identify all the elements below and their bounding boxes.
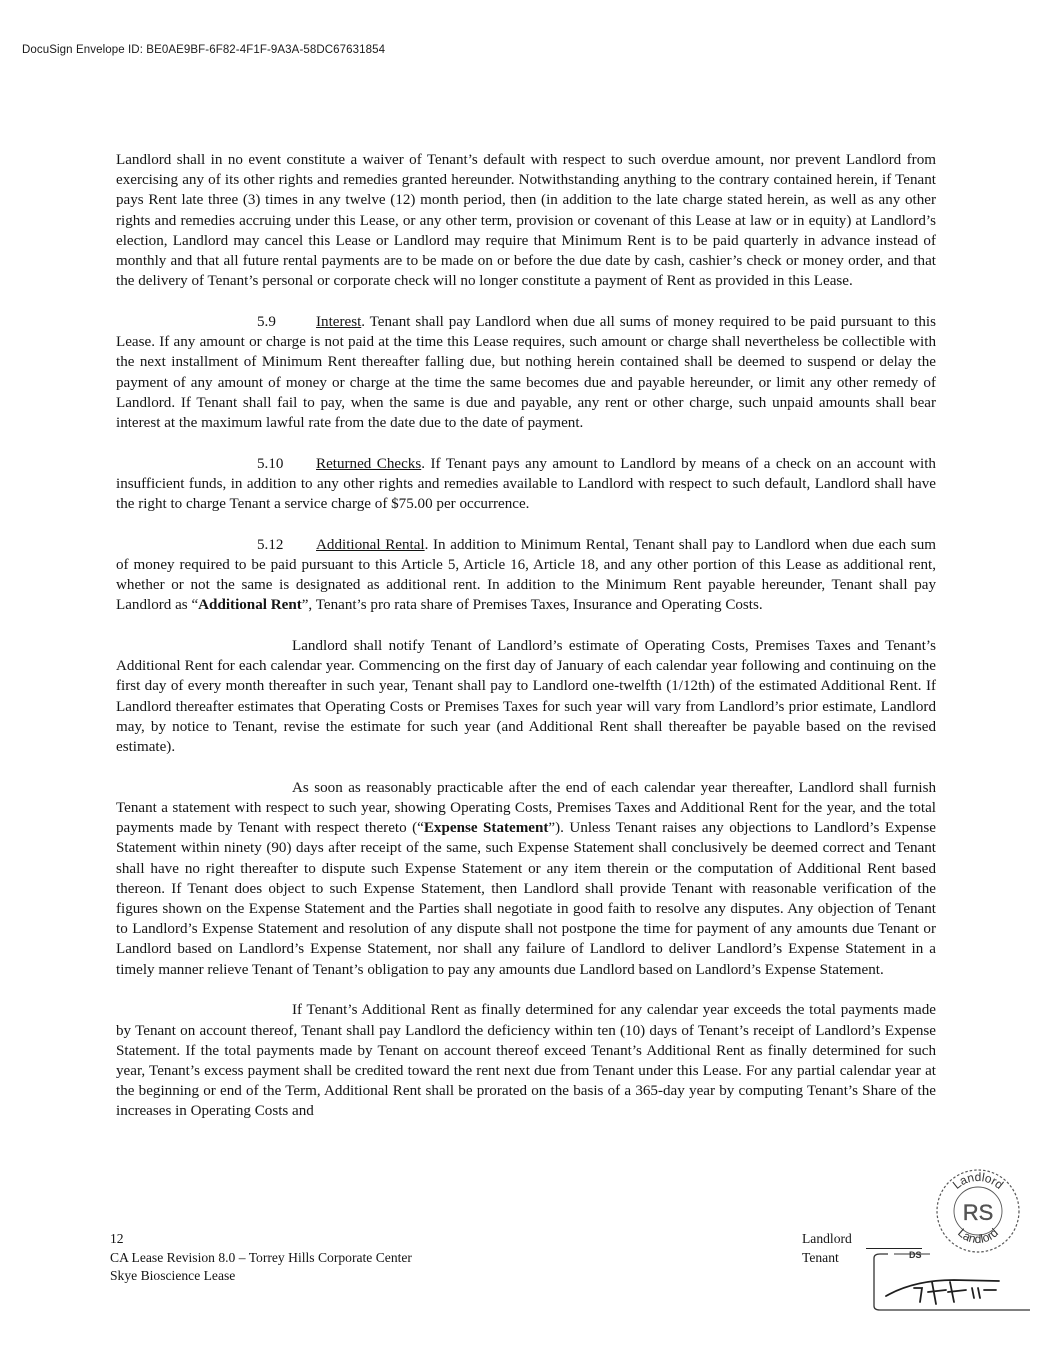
- tenant-label: Tenant: [802, 1249, 839, 1265]
- footer-left: [110, 1230, 412, 1286]
- paragraph-text: If Tenant’s Additional Rent as finally determined for any calendar year exceeds the total payments made by Tenant on account thereof, Tenant shall pay Landlord the deficiency within ten (10) days of Tenant’s receipt of Landlord’s Expense Statement. If the total payments made by Tenant on account thereof exceed Tenant’s Additional Rent as finally determined for such year, Tenant’s excess payment shall be credited toward the rent next due from Tenant under this Lease. For any partial calendar year at the beginning or end of the Term, Additional Rent shall be prorated on the basis of a 365-day year by computing Tenant’s Share of the increases in Operating Costs and: [116, 1002, 936, 1120]
- page-number: 12: [110, 1231, 124, 1246]
- stamp-initials: RS: [962, 1200, 994, 1225]
- defined-term: Additional Rent: [198, 597, 302, 614]
- stamp-bottom-text: Landlord: [955, 1225, 1001, 1247]
- paragraph-notify: [116, 636, 936, 757]
- section-5-10: [116, 454, 936, 515]
- defined-term: Expense Statement: [423, 820, 549, 837]
- envelope-id: DocuSign Envelope ID: BE0AE9BF-6F82-4F1F-9A3A-58DC67631854: [22, 44, 386, 56]
- stamp-top-text: Landlord: [949, 1169, 1007, 1192]
- ds-label: DS: [909, 1250, 922, 1260]
- lease-revision: CA Lease Revision 8.0 – Torrey Hills Corporate Center: [110, 1249, 412, 1265]
- section-text: ”, Tenant’s pro rata share of Premises Taxes, Insurance and Operating Costs.: [301, 597, 763, 614]
- section-heading: Interest: [316, 313, 362, 330]
- landlord-initial-row: [802, 1230, 922, 1249]
- landlord-initial-line: [866, 1236, 922, 1249]
- section-text: . In addition to Minimum Rental, Tenant shall pay to Landlord when due each sum of money required to be paid pursuant to this Article 5, Article 16, Article 18, and any other portion of this Lease as additional rent, whether or not the same is designated as additional rent. In addition to the Minimum Rent payable hereunder, Tenant shall pay Landlord as “: [116, 536, 936, 614]
- paragraph-text: As soon as reasonably practicable after the end of each calendar year thereafter, Landlord shall furnish Tenant a statement with respect to such year, showing Operating Costs, Premises Taxes and Additional Rent for the year, and the total payments made by Tenant with respect thereto (“: [116, 779, 936, 837]
- tenant-signature-box: [864, 1250, 1032, 1314]
- section-5-9: [116, 312, 936, 433]
- section-heading: Returned Checks: [316, 455, 422, 472]
- section-number: 5.9: [257, 313, 276, 330]
- section-number: 5.12: [257, 536, 284, 553]
- section-5-12: [116, 535, 936, 616]
- signature-box-corner: [874, 1254, 888, 1258]
- paragraph-text: Landlord shall notify Tenant of Landlord’s estimate of Operating Costs, Premises Taxes and Tenant’s Additional Rent for each calendar year. Commencing on the first day of January of each calendar year following and continuing on the first day of every month thereafter in such year, Tenant shall pay to Landlord one-twelfth (1/12th) of the estimated Additional Rent. If Landlord thereafter estimates that Operating Costs or Premises Taxes for such year will vary from Landlord’s prior estimate, Landlord may, by notice to Tenant, revise the estimate for such year (and Additional Rent shall thereafter be payable based on the revised estimate).: [116, 638, 936, 756]
- section-number: 5.10: [257, 455, 284, 472]
- section-heading: Additional Rental: [316, 536, 425, 553]
- lease-body: [116, 150, 936, 1142]
- paragraph-text: ”). Unless Tenant raises any objections to Landlord’s Expense Statement within ninety (90) days after receipt of the same, such Expense Statement shall conclusively be deemed correct and Tenant shall have no right thereafter to dispute such Expense Statement or any item therein or the computation of Additional Rent based thereon. If Tenant does object to such Expense Statement, then Landlord shall provide Tenant with reasonable verification of the figures shown on the Expense Statement and the Parties shall negotiate in good faith to resolve any disputes. Any objection of Tenant to Landlord’s Expense Statement and resolution of any dispute shall not postpone the time for payment of any amounts due Tenant or Landlord based on Landlord’s Expense Statement, nor shall any failure of Landlord to deliver Landlord’s Expense Statement in a timely manner relieve Tenant of Tenant’s obligation to pay any amounts due Landlord based on Landlord’s Expense Statement.: [116, 820, 936, 978]
- paragraph-late-rent: Landlord shall in no event constitute a waiver of Tenant’s default with respect to such overdue amount, nor prevent Landlord from exercising any of its other rights and remedies granted hereunder. Notwithstanding anything to the contrary contained herein, if Tenant pays Rent late three (3) times in any twelve (12) month period, then (in addition to the late charge stated herein, as well as any other rights and remedies accruing under this Lease, or any other term, provision or covenant of this Lease at law or in equity) at Landlord’s election, Landlord may cancel this Lease or Landlord may require that Minimum Rent is to be paid quarterly in advance instead of monthly and that all future rental payments are to be made on or before the due date by cash, cashier’s check or money order, and that the delivery of Tenant’s personal or corporate check will no longer constitute a payment of Rent as provided in this Lease.: [116, 152, 936, 290]
- paragraph-final-determination: [116, 1000, 936, 1121]
- lease-name: Skye Bioscience Lease: [110, 1268, 236, 1283]
- landlord-initials-stamp: [930, 1165, 1026, 1255]
- signature-box-bracket: [874, 1258, 1030, 1310]
- landlord-label: Landlord: [802, 1231, 852, 1246]
- paragraph-expense-statement: [116, 778, 936, 980]
- section-text: . Tenant shall pay Landlord when due all sums of money required to be paid pursuant to this Lease. If any amount or charge is not paid at the time this Lease requires, such amount or charge shall nevertheless be collectible with the next installment of Minimum Rent thereafter falling due, but nothing herein contained shall be deemed to suspend or delay the payment of any amount of money or charge at the time the same becomes due and payable hereunder, or limit any other remedy of Landlord. If Tenant shall fail to pay, when the same is due and payable, any rent or other charge, such unpaid amounts shall bear interest at the maximum lawful rate from the date due to the date of payment.: [116, 313, 936, 431]
- section-text: . If Tenant pays any amount to Landlord by means of a check on an account with insufficient funds, in addition to any other rights and remedies available to Landlord with respect to such default, Landlord shall have the right to charge Tenant a service charge of $75.00 per occurrence.: [116, 455, 936, 513]
- tenant-initials-signature: [886, 1280, 999, 1304]
